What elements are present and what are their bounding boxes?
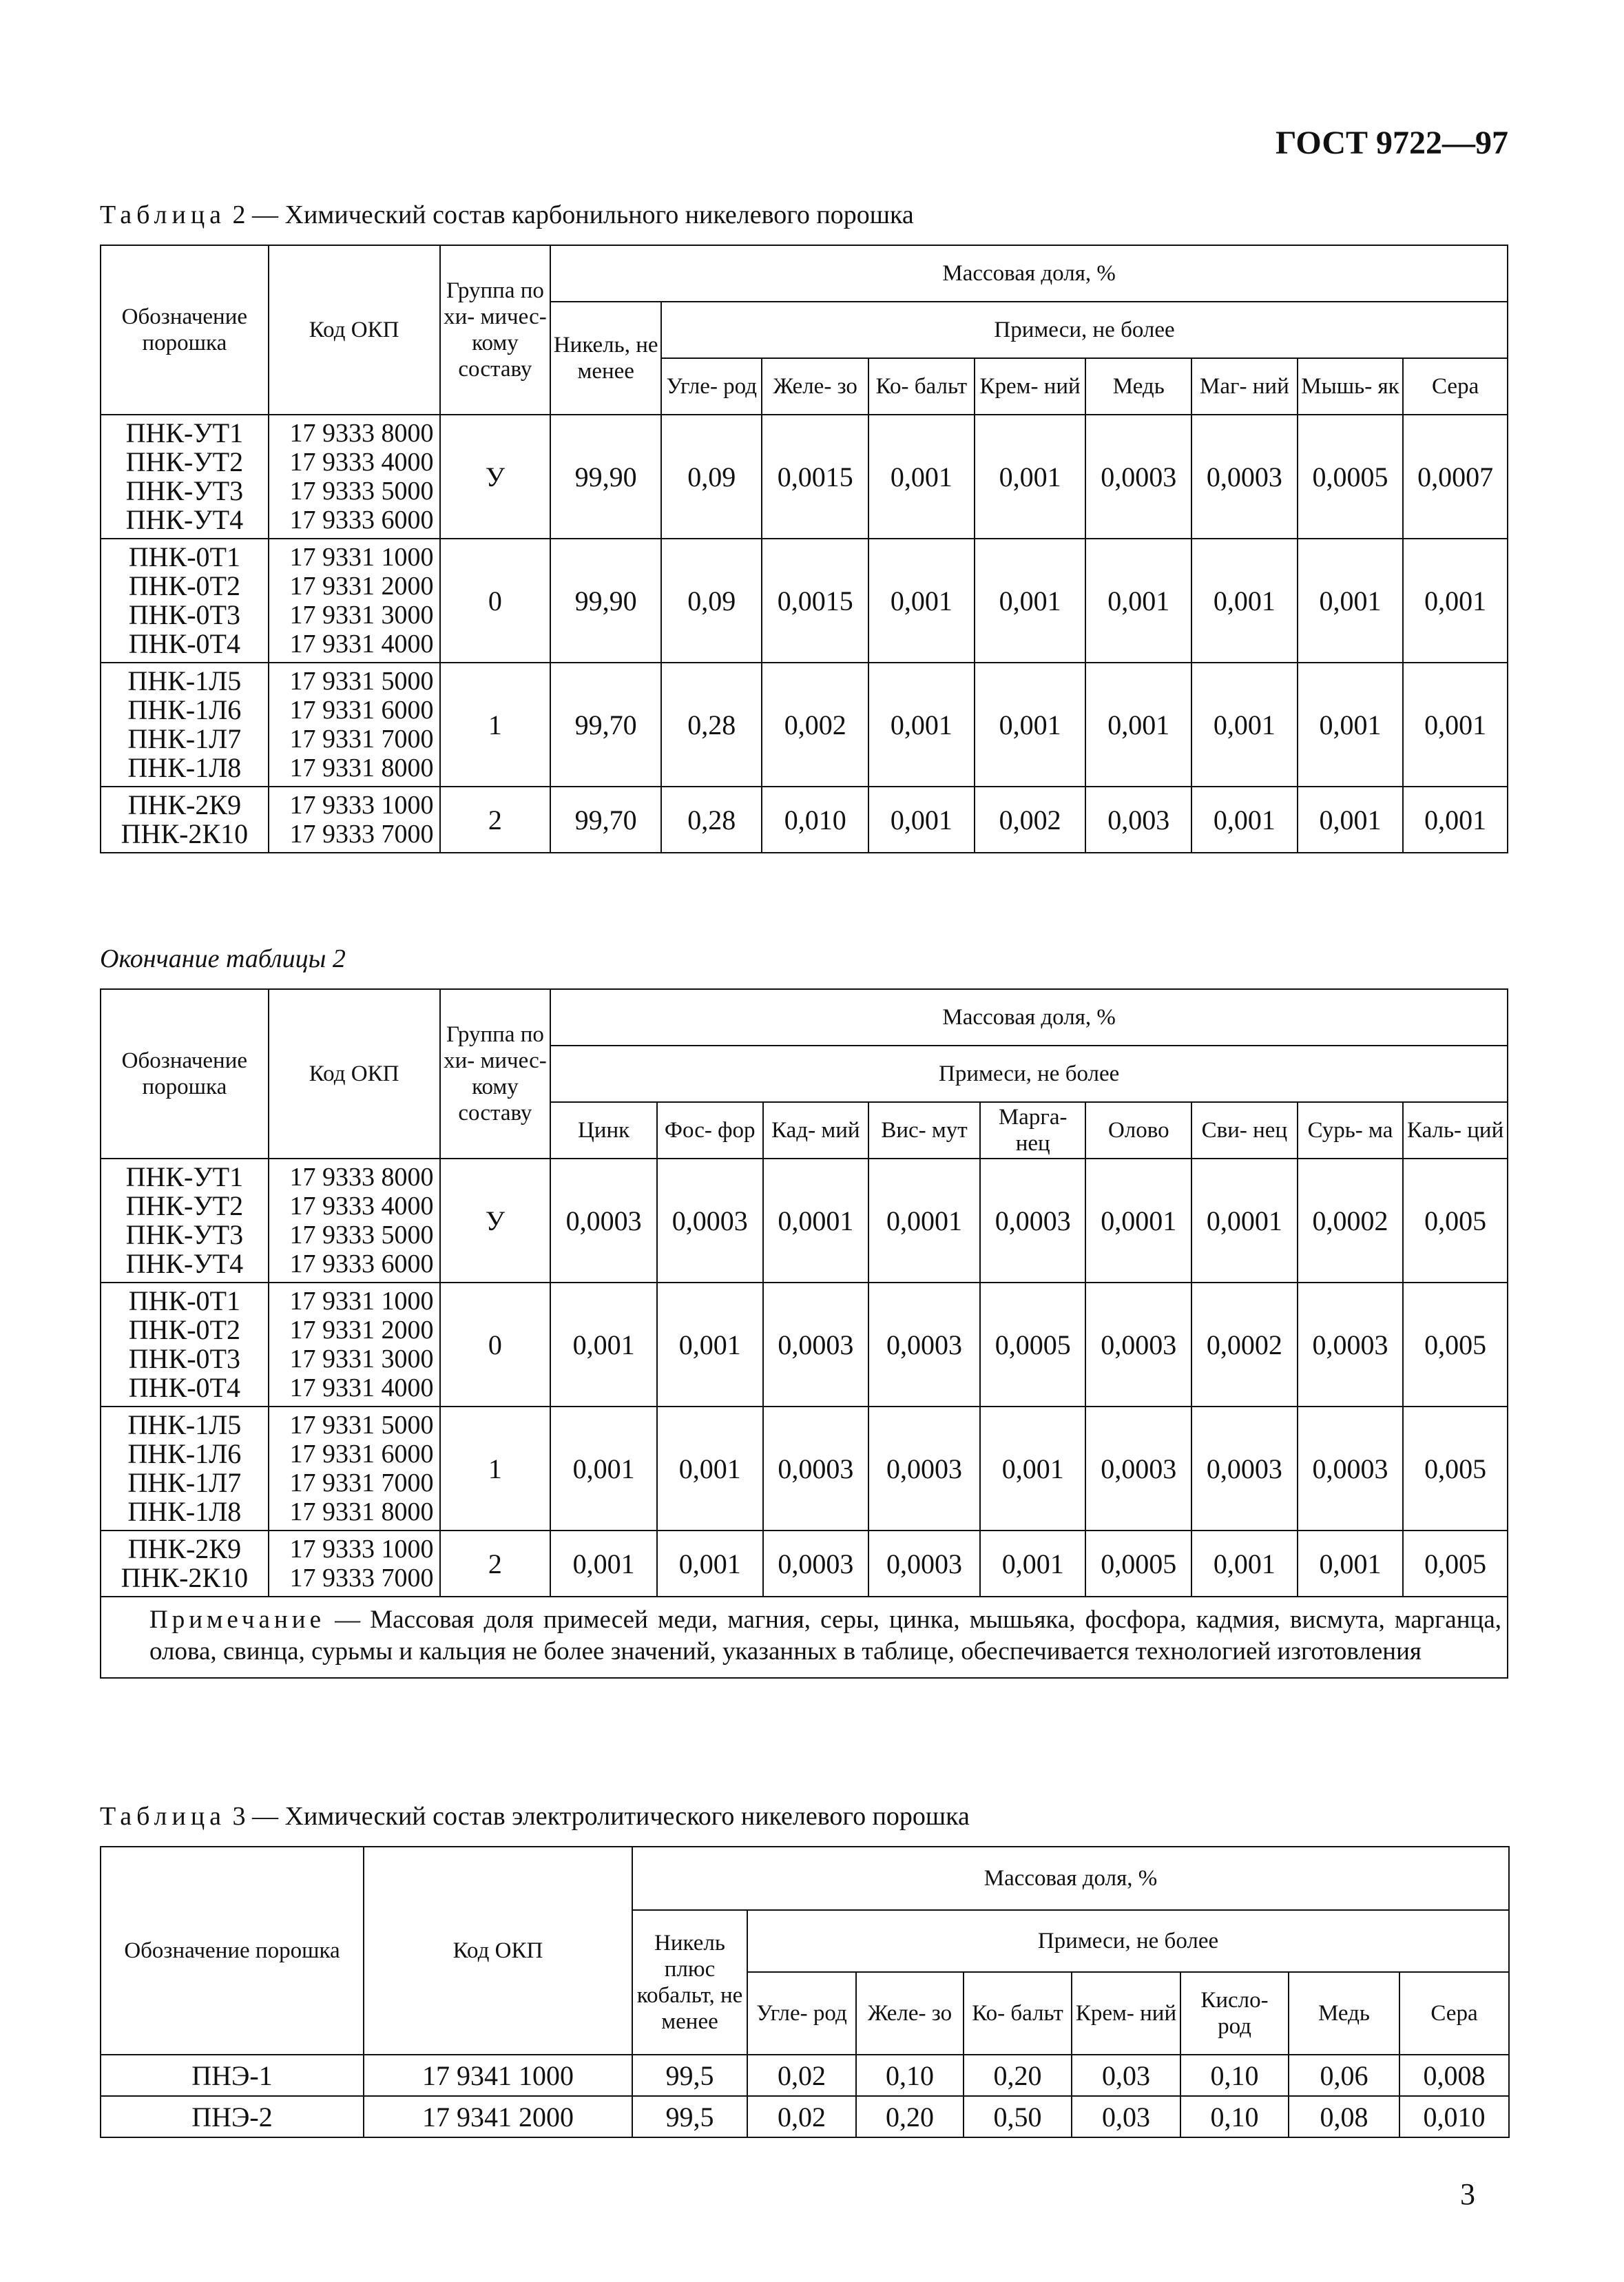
table2-caption-lead: Таблица [100,200,227,229]
value-cell: 0,0003 [657,1159,763,1283]
table-row [101,2055,1509,2096]
okp-code: 17 9331 2000 [289,1316,434,1345]
col-header-impurity: Медь [1085,358,1191,415]
table-row [101,1283,1508,1407]
table2-note [101,1597,1508,1678]
value-cell: 0,0001 [868,1159,980,1283]
note-lead: Примечание [149,1606,325,1634]
group-cell: У [440,415,551,539]
col-header-impurities: Примеси, не более [661,302,1508,358]
value-cell: 0,20 [964,2055,1072,2096]
group-cell: 1 [440,663,551,787]
nickel-cell: 99,90 [550,539,661,663]
value-cell: 0,001 [1191,1531,1298,1597]
powder-designation: ПНК-0Т4 [128,1372,240,1403]
value-cell: 0,0001 [1085,1159,1191,1283]
okp-code-cell [269,1407,440,1531]
nickel-cell: 99,70 [550,787,661,853]
col-header-impurity: Олово [1085,1102,1191,1159]
col-header-mass: Массовая доля, % [632,1847,1509,1910]
value-cell: 0,001 [1085,539,1191,663]
document-header: ГОСТ 9722—97 [1276,125,1508,161]
value-cell: 0,0003 [1298,1283,1404,1407]
value-cell: 0,005 [1403,1283,1508,1407]
powder-designation: ПНК-0Т3 [128,1343,240,1374]
value-cell: 0,001 [980,1531,1086,1597]
value-cell: 0,08 [1289,2096,1399,2137]
value-cell: 0,001 [980,1407,1086,1531]
group-cell: 0 [440,1283,551,1407]
powder-designation: ПНК-2К10 [121,818,249,849]
okp-code: 17 9331 4000 [289,630,434,658]
okp-code: 17 9333 1000 [289,1535,434,1564]
col-header-group: Группа по хи- мичес- кому составу [440,989,551,1159]
group-cell: У [440,1159,551,1283]
value-cell: 0,005 [1403,1531,1508,1597]
powder-designation: ПНК-УТ2 [125,446,244,477]
okp-code-cell [269,1531,440,1597]
col-header-impurity: Крем- ний [1072,1972,1180,2055]
value-cell: 0,20 [856,2096,964,2137]
designation-cell [101,1159,269,1283]
col-header-okp: Код ОКП [364,1847,632,2055]
table3 [100,1846,1510,2138]
designation-cell [101,415,269,539]
okp-code: 17 9333 7000 [289,820,434,849]
okp-code-cell: 17 9341 1000 [364,2055,632,2096]
value-cell: 0,10 [856,2055,964,2096]
group-cell: 0 [440,539,551,663]
col-header-impurity: Угле- род [661,358,762,415]
value-cell: 0,001 [868,539,975,663]
value-cell: 0,001 [550,1407,657,1531]
powder-designation: ПНК-УТ4 [125,504,244,535]
nickel-cell: 99,90 [550,415,661,539]
okp-code: 17 9331 7000 [289,725,434,754]
powder-designation: ПНК-0Т2 [128,570,240,601]
value-cell: 0,001 [550,1283,657,1407]
value-cell: 0,03 [1072,2055,1180,2096]
okp-code: 17 9333 6000 [289,506,434,535]
powder-designation: ПНК-УТ1 [125,417,244,448]
value-cell: 0,0015 [762,415,868,539]
value-cell: 0,001 [1298,787,1404,853]
col-header-designation: Обозначение порошка [101,245,269,415]
okp-code: 17 9331 7000 [289,1469,434,1497]
col-header-impurity: Ко- бальт [868,358,975,415]
value-cell: 0,0007 [1403,415,1508,539]
powder-designation: ПНК-УТ4 [125,1248,244,1279]
value-cell: 0,008 [1399,2055,1509,2096]
value-cell: 0,0003 [1191,1407,1298,1531]
col-header-designation: Обозначение порошка [101,989,269,1159]
nickel-cell: 99,5 [632,2096,747,2137]
nickel-cell: 99,70 [550,663,661,787]
okp-code: 17 9333 6000 [289,1249,434,1278]
table-row [101,415,1508,539]
designation-cell [101,1283,269,1407]
designation-cell [101,539,269,663]
col-header-impurity: Ко- бальт [964,1972,1072,2055]
value-cell: 0,001 [1403,539,1508,663]
okp-code: 17 9331 3000 [289,1345,434,1373]
value-cell: 0,010 [762,787,868,853]
designation-cell: ПНЭ-2 [101,2096,364,2137]
group-cell: 2 [440,787,551,853]
col-header-nickel: Никель, не менее [550,302,661,415]
value-cell: 0,001 [1085,663,1191,787]
okp-code-cell [269,663,440,787]
group-cell: 1 [440,1407,551,1531]
col-header-impurity: Медь [1289,1972,1399,2055]
col-header-impurity: Вис- мут [868,1102,980,1159]
value-cell: 0,001 [868,663,975,787]
group-cell: 2 [440,1531,551,1597]
col-header-okp: Код ОКП [269,989,440,1159]
col-header-impurity: Угле- род [747,1972,856,2055]
okp-code: 17 9333 7000 [289,1564,434,1593]
powder-designation: ПНК-УТ2 [125,1190,244,1221]
okp-code: 17 9331 4000 [289,1373,434,1402]
okp-code: 17 9331 5000 [289,667,434,696]
powder-designation: ПНК-2К9 [127,789,242,820]
value-cell: 0,0001 [1191,1159,1298,1283]
value-cell: 0,001 [868,787,975,853]
powder-designation: ПНК-1Л7 [127,723,242,754]
okp-code: 17 9333 1000 [289,791,434,820]
table2-caption-text: 2 — Химический состав карбонильного никелевого порошка [226,200,914,229]
powder-designation: ПНК-1Л5 [127,1409,242,1440]
okp-code-cell [269,415,440,539]
table2-continuation-title: Окончание таблицы 2 [100,944,346,973]
col-header-mass: Массовая доля, % [550,989,1508,1046]
value-cell: 0,0015 [762,539,868,663]
table2-end [100,988,1508,1679]
col-header-impurity: Желе- зо [856,1972,964,2055]
table-row [101,787,1508,853]
okp-code: 17 9331 1000 [289,1287,434,1316]
okp-code: 17 9331 2000 [289,572,434,601]
powder-designation: ПНК-1Л6 [127,1438,242,1469]
designation-cell [101,1407,269,1531]
okp-code: 17 9333 4000 [289,1192,434,1221]
powder-designation: ПНК-УТ3 [125,1219,244,1250]
col-header-impurity: Каль- ций [1403,1102,1508,1159]
value-cell: 0,001 [657,1407,763,1531]
value-cell: 0,001 [657,1283,763,1407]
value-cell: 0,005 [1403,1407,1508,1531]
table-row [101,539,1508,663]
powder-designation: ПНК-УТ3 [125,475,244,506]
powder-designation: ПНК-0Т1 [128,541,240,572]
okp-code: 17 9333 8000 [289,419,434,448]
col-header-impurities: Примеси, не более [550,1046,1508,1102]
col-header-impurity: Крем- ний [975,358,1086,415]
value-cell: 0,50 [964,2096,1072,2137]
powder-designation: ПНК-0Т3 [128,599,240,630]
table2-main [100,245,1508,853]
value-cell: 0,0003 [763,1283,869,1407]
value-cell: 0,001 [1403,787,1508,853]
value-cell: 0,09 [661,415,762,539]
designation-cell [101,1531,269,1597]
value-cell: 0,0003 [1085,415,1191,539]
value-cell: 0,28 [661,663,762,787]
value-cell: 0,06 [1289,2055,1399,2096]
col-header-impurity: Сви- нец [1191,1102,1298,1159]
value-cell: 0,0005 [980,1283,1086,1407]
powder-designation: ПНК-2К10 [121,1562,249,1593]
value-cell: 0,001 [657,1531,763,1597]
col-header-impurity: Кад- мий [763,1102,869,1159]
powder-designation: ПНК-0Т4 [128,628,240,659]
value-cell: 0,10 [1180,2096,1289,2137]
value-cell: 0,0002 [1191,1283,1298,1407]
value-cell: 0,0003 [1085,1407,1191,1531]
value-cell: 0,001 [975,415,1086,539]
designation-cell [101,787,269,853]
okp-code-cell [269,1283,440,1407]
col-header-impurity: Сера [1403,358,1508,415]
okp-code-cell [269,1159,440,1283]
table-row [101,2096,1509,2137]
value-cell: 0,001 [975,663,1086,787]
powder-designation: ПНК-УТ1 [125,1161,244,1192]
col-header-impurity: Фос- фор [657,1102,763,1159]
value-cell: 0,0003 [550,1159,657,1283]
value-cell: 0,002 [975,787,1086,853]
value-cell: 0,001 [1191,539,1298,663]
designation-cell [101,663,269,787]
table3-caption [100,1801,970,1832]
okp-code: 17 9333 5000 [289,1221,434,1249]
note-text: — Массовая доля примесей меди, магния, серы, цинка, мышьяка, фосфора, кадмия, висмута, марганца, олова, свинца, сурьмы и кальция не более значений, указанных в таблице, обеспечивается технологией изготовления [149,1606,1501,1666]
okp-code: 17 9331 3000 [289,601,434,630]
value-cell: 0,0003 [1191,415,1298,539]
okp-code-cell: 17 9341 2000 [364,2096,632,2137]
okp-code: 17 9331 6000 [289,696,434,725]
okp-code: 17 9331 1000 [289,543,434,572]
value-cell: 0,001 [975,539,1086,663]
value-cell: 0,09 [661,539,762,663]
col-header-impurity: Марга- нец [980,1102,1086,1159]
table-row [101,663,1508,787]
powder-designation: ПНК-1Л7 [127,1467,242,1498]
value-cell: 0,0005 [1298,415,1404,539]
value-cell: 0,0003 [868,1407,980,1531]
page-number: 3 [1460,2177,1475,2211]
table-row [101,1407,1508,1531]
table3-caption-text: 3 — Химический состав электролитического никелевого порошка [226,1802,970,1831]
powder-designation: ПНК-0Т2 [128,1314,240,1345]
table-row [101,1159,1508,1283]
okp-code: 17 9331 8000 [289,1497,434,1526]
value-cell: 0,001 [1191,787,1298,853]
value-cell: 0,001 [1191,663,1298,787]
value-cell: 0,0003 [763,1531,869,1597]
value-cell: 0,03 [1072,2096,1180,2137]
col-header-mass: Массовая доля, % [550,245,1508,302]
value-cell: 0,001 [1298,539,1404,663]
value-cell: 0,002 [762,663,868,787]
value-cell: 0,0002 [1298,1159,1404,1283]
nickel-cell: 99,5 [632,2055,747,2096]
col-header-impurity: Маг- ний [1191,358,1298,415]
okp-code: 17 9333 8000 [289,1163,434,1192]
value-cell: 0,001 [1298,1531,1404,1597]
col-header-impurity: Желе- зо [762,358,868,415]
value-cell: 0,001 [550,1531,657,1597]
col-header-designation: Обозначение порошка [101,1847,364,2055]
value-cell: 0,10 [1180,2055,1289,2096]
okp-code-cell [269,539,440,663]
powder-designation: ПНК-1Л8 [127,752,242,783]
col-header-impurities: Примеси, не более [747,1910,1509,1972]
okp-code: 17 9331 8000 [289,754,434,782]
okp-code: 17 9331 5000 [289,1411,434,1440]
col-header-nickel-cobalt: Никель плюс кобальт, не менее [632,1910,747,2055]
powder-designation: ПНК-0Т1 [128,1285,240,1316]
col-header-impurity: Цинк [550,1102,657,1159]
powder-designation: ПНК-2К9 [127,1533,242,1564]
value-cell: 0,010 [1399,2096,1509,2137]
col-header-impurity: Сера [1399,1972,1509,2055]
okp-code: 17 9331 6000 [289,1440,434,1469]
value-cell: 0,0005 [1085,1531,1191,1597]
value-cell: 0,0003 [1298,1407,1404,1531]
value-cell: 0,001 [1298,663,1404,787]
value-cell: 0,0003 [868,1283,980,1407]
table-row [101,1531,1508,1597]
table2-caption [100,200,914,230]
value-cell: 0,0001 [763,1159,869,1283]
value-cell: 0,0003 [1085,1283,1191,1407]
value-cell: 0,001 [1403,663,1508,787]
value-cell: 0,003 [1085,787,1191,853]
col-header-okp: Код ОКП [269,245,440,415]
powder-designation: ПНК-1Л8 [127,1496,242,1527]
value-cell: 0,001 [868,415,975,539]
value-cell: 0,02 [747,2055,856,2096]
value-cell: 0,0003 [980,1159,1086,1283]
col-header-impurity: Кисло- род [1180,1972,1289,2055]
col-header-impurity: Сурь- ма [1298,1102,1404,1159]
okp-code-cell [269,787,440,853]
table3-caption-lead: Таблица [100,1802,227,1831]
value-cell: 0,0003 [763,1407,869,1531]
value-cell: 0,02 [747,2096,856,2137]
value-cell: 0,28 [661,787,762,853]
value-cell: 0,0003 [868,1531,980,1597]
okp-code: 17 9333 5000 [289,477,434,506]
okp-code: 17 9333 4000 [289,448,434,477]
col-header-impurity: Мышь- як [1298,358,1404,415]
powder-designation: ПНК-1Л6 [127,694,242,725]
col-header-group: Группа по хи- мичес- кому составу [440,245,551,415]
designation-cell: ПНЭ-1 [101,2055,364,2096]
value-cell: 0,005 [1403,1159,1508,1283]
powder-designation: ПНК-1Л5 [127,665,242,696]
